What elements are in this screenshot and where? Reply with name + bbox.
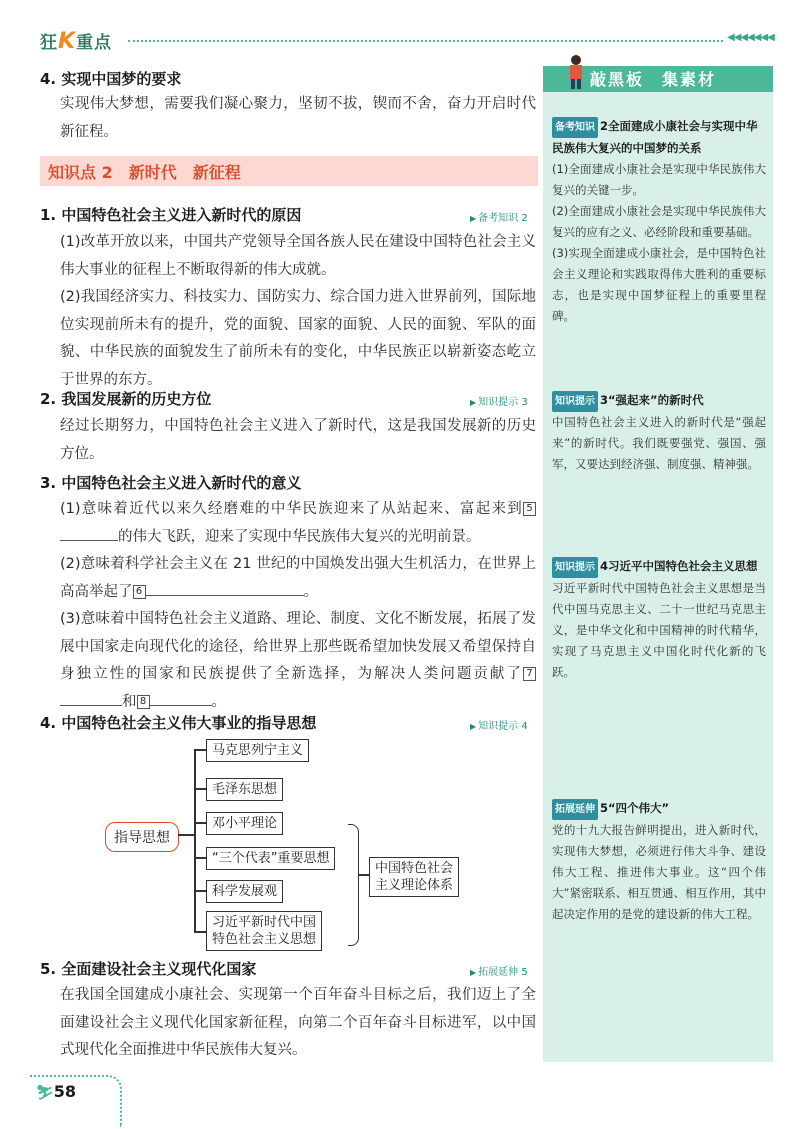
sidebar-text: 中国特色社会主义进入的新时代是“强起来”的新时代。我们既要强党、强国、强军，又要达到经济强、制度强、精神强。 bbox=[552, 415, 766, 471]
blank-number: 6 bbox=[133, 585, 146, 599]
sidebar-block-title bbox=[552, 390, 766, 412]
mindmap-node: 邓小平理论 bbox=[206, 812, 283, 835]
node-line: 中国特色社会 bbox=[375, 861, 454, 876]
section-heading: 4. 实现中国梦的要求 bbox=[40, 70, 182, 88]
cross-reference: ▶ 备考知识 2 bbox=[470, 209, 528, 224]
section-body: 实现伟大梦想，需要我们凝心聚力，坚韧不拔，锲而不舍，奋力开启时代新征程。 bbox=[60, 96, 536, 140]
text: (3)意味着中国特色社会主义道路、理论、制度、文化不断发展，拓展了发展中国家走向现代化的途径，给世界上那些既希望加快发展又希望保持自身独立性的国家和民族提供了全新选择，为解决人类问题贡献了 bbox=[60, 611, 536, 682]
group-bracket bbox=[348, 824, 359, 946]
blank-number: 8 bbox=[137, 695, 150, 709]
text: 。 bbox=[303, 583, 318, 600]
sidebar-text: (2)全面建成小康社会是实现中华民族伟大复兴的应有之义、必经阶段和重要基础。 bbox=[552, 204, 766, 239]
sidebar-block bbox=[552, 116, 766, 327]
sidebar-text: (1)全面建成小康社会是实现中华民族伟大复兴的关键一步。 bbox=[552, 162, 766, 197]
cross-reference: ▶ 拓展延伸 5 bbox=[470, 963, 528, 978]
paragraph: (1)改革开放以来，中国共产党领导全国各族人民在建设中国特色社会主义伟大事业的征程上不断取得新的伟大成就。 bbox=[60, 234, 536, 278]
text: 和 bbox=[122, 693, 137, 710]
fill-blank[interactable] bbox=[146, 579, 304, 596]
section-heading: 3. 中国特色社会主义进入新时代的意义 bbox=[40, 474, 302, 492]
page-number bbox=[36, 1082, 76, 1101]
section-heading: 1. 中国特色社会主义进入新时代的原因 bbox=[40, 206, 302, 224]
header-arrows-icon: ◀◀◀◀◀◀◀ bbox=[727, 32, 774, 43]
blank-number: 7 bbox=[523, 667, 536, 681]
sidebar-text: 党的十九大报告鲜明提出，进入新时代，实现伟大梦想，必须进行伟大斗争、建设伟大工程、推进伟大事业。这“四个伟大”紧密联系、相互贯通、相互作用，其中起决定作用的是党的建设新的伟大工程。 bbox=[552, 823, 766, 921]
connector bbox=[194, 857, 206, 859]
sidebar-block-title bbox=[552, 116, 766, 159]
teacher-figure-icon bbox=[564, 54, 588, 90]
tag-badge: 备考知识 bbox=[552, 117, 598, 138]
mindmap-node: 科学发展观 bbox=[206, 880, 283, 903]
sidebar-block-title bbox=[552, 798, 766, 820]
fill-blank[interactable] bbox=[60, 689, 122, 706]
sidebar-text: (3)实现全面建成小康社会，是中国特色社会主义理论和实践取得伟大胜利的重要标志，也是实现中国梦征程上的重要里程碑。 bbox=[552, 246, 766, 323]
paragraph: 经过长期努力，中国特色社会主义进入了新时代，这是我国发展新的历史方位。 bbox=[60, 418, 536, 462]
block-title-text: 3“强起来”的新时代 bbox=[600, 393, 704, 407]
connector bbox=[359, 874, 369, 876]
connector bbox=[178, 834, 194, 836]
paragraph bbox=[60, 551, 536, 606]
connector bbox=[194, 788, 206, 790]
page-number-text: 58 bbox=[53, 1082, 77, 1101]
node-line: 主义理论体系 bbox=[375, 878, 454, 893]
block-title-text: 4习近平中国特色社会主义思想 bbox=[600, 559, 758, 573]
knowledge-point-label: 知识点 2 新时代 新征程 bbox=[48, 163, 241, 182]
sidebar-block bbox=[552, 798, 766, 925]
mindmap-node-multiline bbox=[206, 911, 322, 951]
mindmap-root: 指导思想 bbox=[105, 822, 179, 852]
mindmap-node: 毛泽东思想 bbox=[206, 778, 283, 801]
text: 。 bbox=[211, 693, 226, 710]
logo-text: 重点 bbox=[76, 33, 113, 53]
paragraph: (2)我国经济实力、科技实力、国防实力、综合国力进入世界前列，国际地位实现前所未有的提升，党的面貌、国家的面貌、人民的面貌、军队的面貌、中华民族的面貌发生了前所未有的变化，中华民族正以崭新姿态屹立于世界的东方。 bbox=[60, 289, 536, 388]
section-heading: 2. 我国发展新的历史方位 bbox=[40, 390, 212, 408]
sidebar-text: 习近平新时代中国特色社会主义思想是当代中国马克思主义、二十一世纪马克思主义，是中华文化和中国精神的时代精华，实现了马克思主义中国化时代化新的飞跃。 bbox=[552, 581, 766, 679]
fill-blank[interactable] bbox=[60, 524, 118, 541]
text: (2)意味着科学社会主义在 21 世纪的中国焕发出强大生机活力，在世界上高高举起了 bbox=[60, 556, 536, 600]
runner-icon: ⛷ bbox=[36, 1085, 54, 1101]
sidebar-title: 敲黑板 集素材 bbox=[590, 70, 717, 89]
connector bbox=[194, 890, 206, 892]
logo-k: K bbox=[58, 29, 77, 54]
sidebar-block bbox=[552, 390, 766, 475]
connector bbox=[194, 749, 206, 751]
tag-badge: 知识提示 bbox=[552, 391, 598, 412]
cross-reference: ▶ 知识提示 4 bbox=[470, 717, 528, 732]
connector bbox=[194, 822, 206, 824]
mindmap-group-node bbox=[369, 857, 459, 897]
connector bbox=[194, 749, 196, 931]
header-divider bbox=[128, 40, 723, 42]
block-title-text: 2全面建成小康社会与实现中华民族伟大复兴的中国梦的关系 bbox=[552, 119, 758, 155]
logo-char: 狂 bbox=[40, 33, 58, 53]
fill-blank[interactable] bbox=[150, 689, 212, 706]
section-heading: 4. 中国特色社会主义伟大事业的指导思想 bbox=[40, 714, 317, 732]
sidebar-block bbox=[552, 556, 766, 683]
connector bbox=[194, 931, 206, 933]
mindmap-node: 马克思列宁主义 bbox=[206, 739, 309, 762]
paragraph: 在我国全国建成小康社会、实现第一个百年奋斗目标之后，我们迈上了全面建设社会主义现代化国家新征程，向第二个百年奋斗目标进军，以中国式现代化全面推进中华民族伟大复兴。 bbox=[60, 987, 536, 1058]
text: (1)意味着近代以来久经磨难的中华民族迎来了从站起来、富起来到 bbox=[60, 501, 523, 517]
cross-reference: ▶ 知识提示 3 bbox=[470, 393, 528, 408]
block-title-text: 5“四个伟大” bbox=[600, 801, 670, 815]
brand-logo bbox=[40, 28, 112, 54]
section-heading: 5. 全面建设社会主义现代化国家 bbox=[40, 960, 257, 978]
blank-number: 5 bbox=[523, 502, 536, 516]
text: 的伟大飞跃，迎来了实现中华民族伟大复兴的光明前景。 bbox=[118, 528, 481, 545]
tag-badge: 拓展延伸 bbox=[552, 799, 598, 820]
paragraph bbox=[60, 496, 536, 551]
sidebar-block-title bbox=[552, 556, 766, 578]
node-line: 习近平新时代中国 bbox=[212, 915, 317, 930]
mindmap-node: “三个代表”重要思想 bbox=[206, 847, 335, 870]
node-line: 特色社会主义思想 bbox=[212, 932, 317, 947]
tag-badge: 知识提示 bbox=[552, 557, 598, 578]
paragraph bbox=[60, 606, 536, 716]
